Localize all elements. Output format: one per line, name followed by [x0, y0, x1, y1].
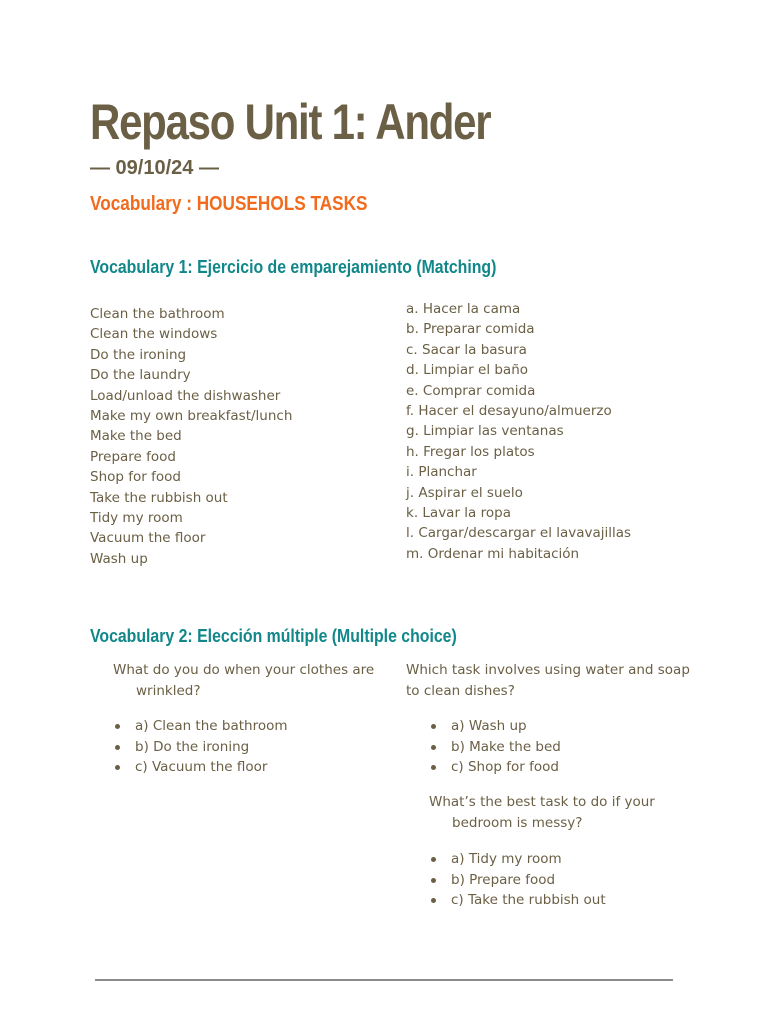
bullet-icon: [115, 765, 120, 770]
option-item: [113, 757, 288, 778]
question-text: Which task involves using water and soap: [406, 662, 690, 678]
bullet-icon: [431, 765, 436, 770]
list-item: Do the ironing: [90, 346, 187, 363]
list-item: e. Comprar comida: [406, 382, 536, 399]
question-2-options: [429, 716, 561, 778]
list-item: Make my own breakfast/lunch: [90, 407, 293, 424]
option-item: [429, 757, 561, 778]
page-title: Repaso Unit 1: Ander: [90, 94, 491, 150]
option-item: [113, 737, 288, 758]
bullet-icon: [431, 745, 436, 750]
question-2: [406, 660, 690, 702]
option-label: c) Shop for food: [451, 759, 559, 776]
document-date: — 09/10/24 —: [90, 157, 219, 179]
list-item: Make the bed: [90, 428, 182, 445]
list-item: b. Preparar comida: [406, 321, 535, 338]
question-3-options: [429, 849, 606, 911]
list-item: h. Fregar los platos: [406, 443, 535, 460]
option-label: c) Take the rubbish out: [451, 892, 606, 909]
option-label: c) Vacuum the floor: [135, 759, 268, 776]
bullet-icon: [431, 898, 436, 903]
option-label: a) Clean the bathroom: [135, 718, 288, 734]
bullet-icon: [431, 878, 436, 883]
section-2-title: Vocabulary 2: Elección múltiple (Multiple choice): [90, 626, 457, 646]
bullet-icon: [115, 745, 120, 750]
list-item: Load/unload the dishwasher: [90, 387, 281, 404]
list-item: c. Sacar la basura: [406, 341, 527, 358]
option-label: b) Prepare food: [451, 871, 556, 888]
list-item: Take the rubbish out: [90, 489, 228, 506]
option-item: [429, 890, 606, 911]
list-item: f. Hacer el desayuno/almuerzo: [406, 402, 612, 419]
list-item: Clean the windows: [90, 326, 218, 343]
option-item: [429, 737, 561, 758]
question-text: wrinkled?: [136, 683, 201, 699]
option-item: [429, 849, 606, 870]
list-item: g. Limpiar las ventanas: [406, 423, 564, 440]
spanish-task-list: [406, 299, 631, 564]
question-text: What do you do when your clothes are: [113, 662, 375, 678]
list-item: m. Ordenar mi habitación: [406, 545, 580, 562]
list-item: l. Cargar/descargar el lavavajillas: [406, 525, 632, 542]
list-item: a. Hacer la cama: [406, 301, 521, 317]
option-label: a) Tidy my room: [451, 851, 562, 867]
list-item: k. Lavar la ropa: [406, 504, 511, 521]
list-item: Wash up: [90, 550, 148, 567]
section-1-title: Vocabulary 1: Ejercicio de emparejamiento (Matching): [90, 257, 497, 277]
list-item: Do the laundry: [90, 367, 191, 384]
list-item: d. Limpiar el baño: [406, 362, 529, 379]
list-item: Tidy my room: [90, 509, 183, 526]
bullet-icon: [115, 724, 120, 729]
bullet-icon: [431, 857, 436, 862]
list-item: i. Planchar: [406, 464, 477, 481]
list-item: Shop for food: [90, 469, 181, 486]
list-item: Prepare food: [90, 448, 176, 465]
question-1-options: [113, 716, 288, 778]
list-item: Vacuum the floor: [90, 530, 206, 547]
question-text: to clean dishes?: [406, 683, 515, 699]
option-label: a) Wash up: [451, 718, 527, 734]
list-item: j. Aspirar el suelo: [406, 484, 523, 501]
option-label: b) Do the ironing: [135, 738, 250, 755]
footer-divider: [95, 979, 673, 981]
option-item: [429, 870, 606, 891]
list-item: Clean the bathroom: [90, 306, 225, 322]
option-label: b) Make the bed: [451, 738, 561, 755]
english-task-list: [90, 304, 292, 569]
question-text: bedroom is messy?: [452, 815, 583, 831]
option-item: [429, 716, 561, 737]
bullet-icon: [431, 724, 436, 729]
question-text: What’s the best task to do if your: [429, 794, 655, 810]
question-1: [113, 660, 374, 702]
option-item: [113, 716, 288, 737]
question-3: [429, 792, 655, 834]
vocabulary-heading: Vocabulary : HOUSEHOLS TASKS: [90, 193, 368, 215]
